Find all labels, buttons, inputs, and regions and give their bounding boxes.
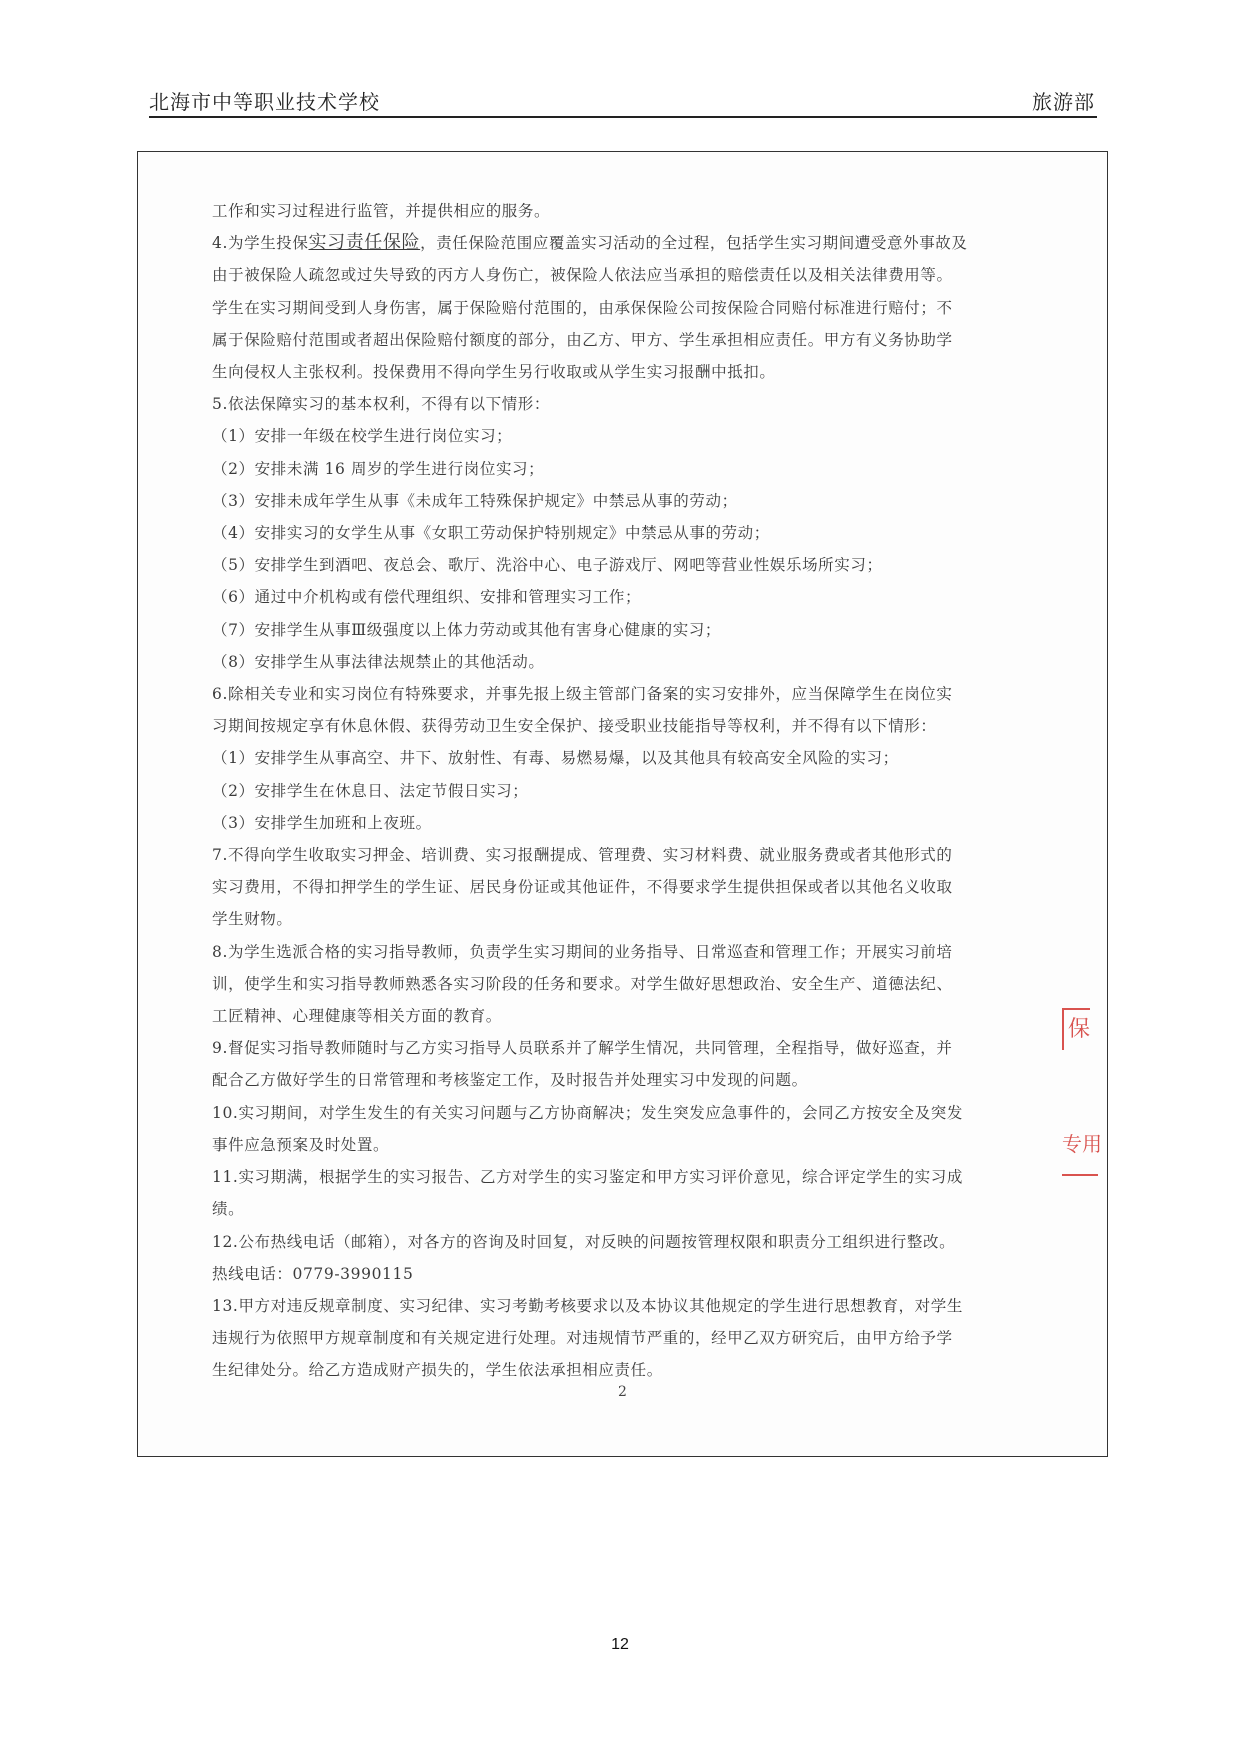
scanned-document xyxy=(137,151,1108,1457)
text-line: 8.为学生选派合格的实习指导教师，负责学生实习期间的业务指导、日常巡查和管理工作；开展实习前培 xyxy=(212,942,953,961)
text-line: 5.依法保障实习的基本权利，不得有以下情形： xyxy=(212,395,550,414)
text-line: 工匠精神、心理健康等相关方面的教育。 xyxy=(212,1007,502,1026)
text-segment: 4.为学生投保 xyxy=(212,234,309,253)
text-line: 配合乙方做好学生的日常管理和考核鉴定工作，及时报告并处理实习中发现的问题。 xyxy=(212,1071,808,1090)
page-header xyxy=(149,86,1097,118)
text-line: （2）安排未满 16 周岁的学生进行岗位实习； xyxy=(212,459,545,478)
text-line: 生纪律处分。给乙方造成财产损失的，学生依法承担相应责任。 xyxy=(212,1361,663,1380)
scan-page-number: 2 xyxy=(618,1384,627,1400)
text-line: （8）安排学生从事法律法规禁止的其他活动。 xyxy=(212,652,545,671)
page-number: 12 xyxy=(611,1636,629,1653)
text-line xyxy=(212,227,1024,259)
text-line: 工作和实习过程进行监管，并提供相应的服务。 xyxy=(212,202,551,220)
text-line: （6）通过中介机构或有偿代理组织、安排和管理实习工作； xyxy=(212,588,642,607)
text-line: 生向侵权人主张权利。投保费用不得向学生另行收取或从学生实习报酬中抵扣。 xyxy=(212,363,776,382)
text-line: （1）安排一年级在校学生进行岗位实习； xyxy=(212,427,513,446)
text-line: 9.督促实习指导教师随时与乙方实习指导人员联系并了解学生情况，共同管理，全程指导，做好巡查，并 xyxy=(212,1039,953,1058)
text-line: 12.公布热线电话（邮箱），对各方的咨询及时回复，对反映的问题按管理权限和职责分工组织进行整改。 xyxy=(212,1232,956,1251)
text-line: 10.实习期间，对学生发生的有关实习问题与乙方协商解决；发生突发应急事件的，会同乙方按安全及突发 xyxy=(212,1103,963,1122)
text-line: 习期间按规定享有休息休假、获得劳动卫生安全保护、接受职业技能指导等权利，并不得有以下情形： xyxy=(212,717,937,736)
text-line: 实习费用，不得扣押学生的学生证、居民身份证或其他证件，不得要求学生提供担保或者以其他名义收取 xyxy=(212,878,953,897)
school-name: 北海市中等职业技术学校 xyxy=(149,90,380,114)
department-name: 旅游部 xyxy=(1032,90,1095,114)
text-line: （5）安排学生到酒吧、夜总会、歌厅、洗浴中心、电子游戏厅、网吧等营业性娱乐场所实习； xyxy=(212,556,883,575)
text-line: 学生财物。 xyxy=(212,910,293,929)
text-line: 6.除相关专业和实习岗位有特殊要求，并事先报上级主管部门备案的实习安排外，应当保障学生在岗位实 xyxy=(212,685,953,704)
document-body xyxy=(212,195,1024,1387)
text-line: （4）安排实习的女学生从事《女职工劳动保护特别规定》中禁忌从事的劳动； xyxy=(212,524,770,543)
text-line: （3）安排未成年学生从事《未成年工特殊保护规定》中禁忌从事的劳动； xyxy=(212,491,738,510)
text-line: 11.实习期满，根据学生的实习报告、乙方对学生的实习鉴定和甲方实习评价意见，综合评定学生的实习成 xyxy=(212,1168,963,1187)
text-line: 事件应急预案及时处置。 xyxy=(212,1135,390,1154)
text-line: 训，使学生和实习指导教师熟悉各实习阶段的任务和要求。对学生做好思想政治、安全生产、道德法纪、 xyxy=(212,974,953,993)
text-line: 学生在实习期间受到人身伤害，属于保险赔付范围的，由承保保险公司按保险合同赔付标准进行赔付；不 xyxy=(212,298,953,317)
text-segment: ，责任保险范围应覆盖实习活动的全过程，包括学生实习期间遭受意外事故及 xyxy=(420,234,968,253)
text-line: 属于保险赔付范围或者超出保险赔付额度的部分，由乙方、甲方、学生承担相应责任。甲方有义务协助学 xyxy=(212,330,953,349)
text-line: （2）安排学生在休息日、法定节假日实习； xyxy=(212,781,529,800)
text-line: 由于被保险人疏忽或过失导致的丙方人身伤亡，被保险人依法应当承担的赔偿责任以及相关法律费用等。 xyxy=(212,266,953,285)
stamp-fragment-top: 保 xyxy=(1062,1008,1090,1050)
stamp-edge-line xyxy=(1062,1174,1098,1176)
stamp-fragment-bottom: 专用 xyxy=(1062,1132,1102,1156)
text-line: 违规行为依照甲方规章制度和有关规定进行处理。对违规情节严重的，经甲乙双方研究后，由甲方给予学 xyxy=(212,1329,953,1348)
text-line: 热线电话：0779-3990115 xyxy=(212,1264,414,1283)
text-line: （1）安排学生从事高空、井下、放射性、有毒、易燃易爆，以及其他具有较高安全风险的实习； xyxy=(212,749,899,768)
text-line: 绩。 xyxy=(212,1200,245,1219)
red-seal-stamp xyxy=(1062,1008,1102,1198)
text-line: 7.不得向学生收取实习押金、培训费、实习报酬提成、管理费、实习材料费、就业服务费或者其他形式的 xyxy=(212,846,953,865)
underlined-term: 实习责任保险 xyxy=(308,232,421,254)
text-line: 13.甲方对违反规章制度、实习纪律、实习考勤考核要求以及本协议其他规定的学生进行思想教育，对学生 xyxy=(212,1296,963,1315)
text-line: （7）安排学生从事Ⅲ级强度以上体力劳动或其他有害身心健康的实习； xyxy=(212,620,722,639)
text-line: （3）安排学生加班和上夜班。 xyxy=(212,813,432,832)
